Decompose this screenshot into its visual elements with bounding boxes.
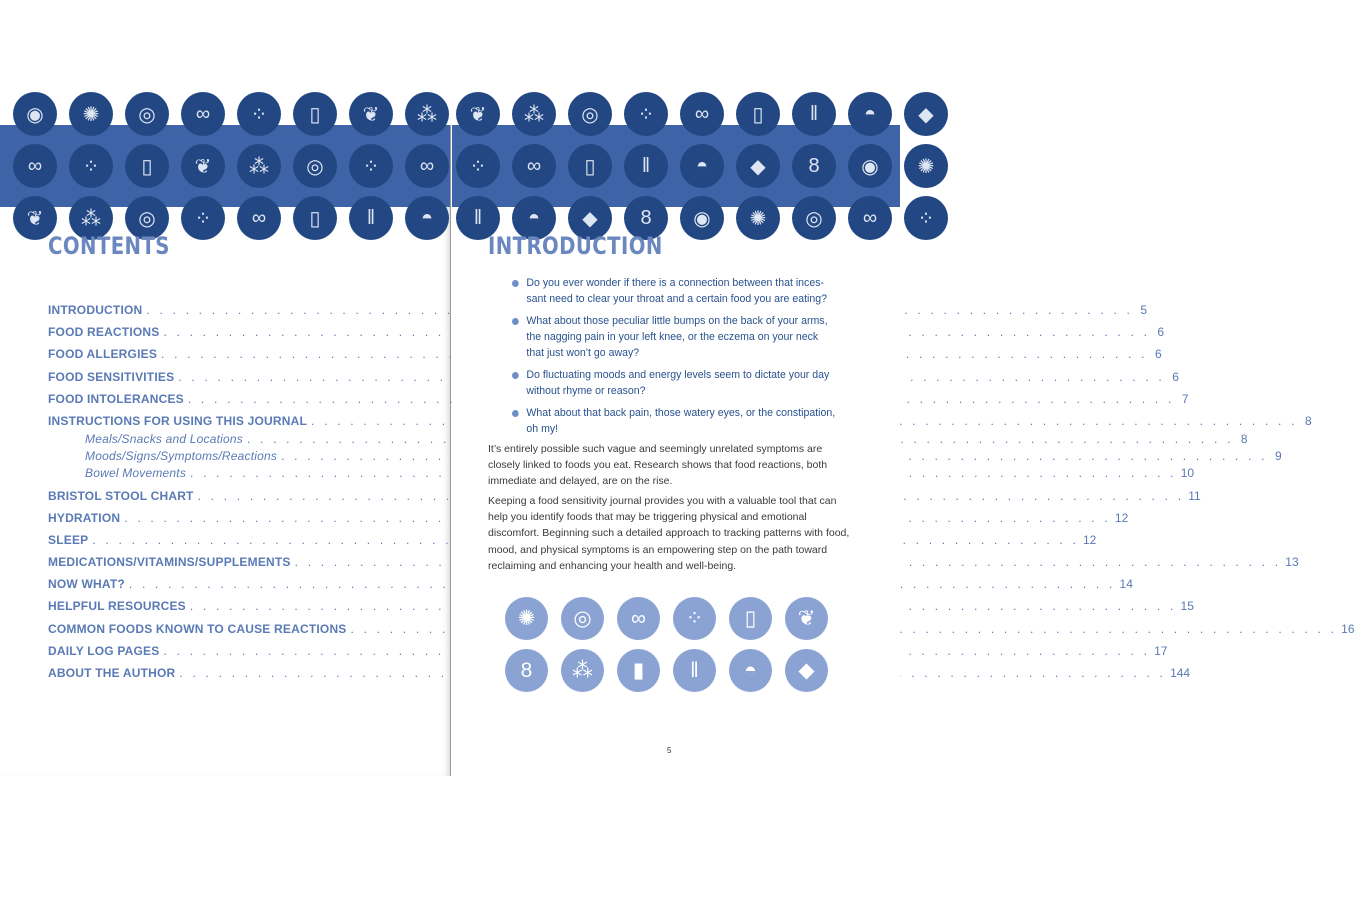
- crab-icon: [69, 92, 113, 136]
- toc-page-number: 11: [1188, 489, 1201, 503]
- celery-icon: [624, 144, 668, 188]
- peanut-icon: 8: [505, 649, 548, 692]
- glyph: ◆: [750, 155, 766, 178]
- bullet-dot-icon: [512, 318, 519, 325]
- peanut-icon: [792, 144, 836, 188]
- celery-icon: ǁ: [673, 649, 716, 692]
- toc-subentry: [48, 432, 1248, 450]
- celery-icon: [792, 92, 836, 136]
- toc-entry: [48, 392, 1189, 410]
- glyph: ◆: [918, 103, 934, 126]
- dairy-bottles-icon: ▮: [617, 649, 660, 692]
- soybeans-icon: [904, 196, 948, 240]
- glyph: ǁ: [366, 206, 376, 229]
- toc-label: FOOD ALLERGIES: [48, 347, 158, 361]
- toc-page-number: 8: [1240, 432, 1248, 446]
- toc-entry: [48, 325, 1165, 343]
- wheat-icon: ❦: [785, 597, 828, 640]
- bullet-text: What about that back pain, those watery eyes, or the constipation, oh my!: [526, 407, 836, 435]
- toc-subentry: [48, 449, 1282, 467]
- glyph: ∞: [862, 206, 878, 229]
- peanuts-icon: [680, 92, 724, 136]
- glyph: ⁘: [250, 103, 268, 126]
- toc-label: ABOUT THE AUTHOR: [48, 666, 176, 680]
- glyph: ⁘: [362, 155, 380, 178]
- toc-label: Meals/Snacks and Locations: [85, 432, 243, 446]
- beans-icon: [237, 144, 281, 188]
- bullet-text: Do you ever wonder if there is a connection between that inces-sant need to clear your throat and a certain food you are eating?: [526, 277, 827, 305]
- peanuts-icon: [237, 196, 281, 240]
- glyph: ∞: [27, 154, 43, 177]
- milk-icon: [293, 196, 337, 240]
- list-item: [512, 313, 838, 361]
- food-icon-banner-right: [452, 102, 935, 230]
- glyph: ⁘: [469, 155, 487, 178]
- shellfish-icon: [405, 196, 449, 240]
- glyph: ◓: [420, 206, 434, 229]
- toc-label: BRISTOL STOOL CHART: [48, 489, 194, 503]
- egg-icon: ◎: [561, 597, 604, 640]
- glyph: ✺: [917, 155, 935, 178]
- wheat-icon: [181, 144, 225, 188]
- glyph: ǁ: [473, 206, 483, 229]
- beans-icon: [405, 92, 449, 136]
- soybeans-icon: [456, 144, 500, 188]
- page-number: 5: [667, 746, 672, 755]
- shellfish-icon: [848, 92, 892, 136]
- glyph: ❦: [194, 155, 212, 178]
- wheat-icon: [349, 92, 393, 136]
- nut-icon: [680, 196, 724, 240]
- glyph: ∞: [195, 102, 211, 125]
- toc-entry: [48, 644, 1168, 662]
- toc-label: INSTRUCTIONS FOR USING THIS JOURNAL: [48, 414, 308, 428]
- toc-entry: [48, 489, 1201, 507]
- peanuts-icon: [848, 196, 892, 240]
- crab-icon: [736, 196, 780, 240]
- toc-page-number: 6: [1172, 370, 1179, 384]
- glyph: ∞: [251, 206, 267, 229]
- beans-icon: ⁂: [561, 649, 604, 692]
- toc-page-number: 6: [1154, 347, 1162, 361]
- crab-icon: [904, 144, 948, 188]
- list-item: [512, 367, 838, 399]
- shellfish-icon: ◓: [729, 649, 772, 692]
- glyph: ◎: [306, 155, 324, 178]
- soybeans-icon: [237, 92, 281, 136]
- bullet-text: Do fluctuating moods and energy levels seem to dictate your day without rhyme or reason?: [526, 369, 830, 397]
- toc-page-number: 10: [1180, 466, 1195, 480]
- toc-label: INTRODUCTION: [48, 303, 143, 317]
- glyph: ∞: [526, 154, 542, 177]
- egg-icon: [125, 92, 169, 136]
- glyph: ⁂: [417, 103, 437, 126]
- toc-entry: [48, 511, 1129, 529]
- introduction-title: INTRODUCTION: [488, 232, 663, 260]
- glyph: 8: [640, 206, 652, 229]
- glyph: ǁ: [809, 102, 819, 125]
- milk-icon: [736, 92, 780, 136]
- glyph: ⁘: [917, 207, 935, 230]
- soybeans-icon: [69, 144, 113, 188]
- book-spread: [0, 102, 1355, 776]
- glyph: ⁂: [81, 207, 101, 230]
- milk-icon: [568, 144, 612, 188]
- peanuts-icon: ∞: [617, 597, 660, 640]
- toc-entry: [48, 622, 1355, 640]
- introduction-page: [452, 102, 935, 776]
- glyph: ❦: [26, 207, 44, 230]
- question-list: [512, 275, 852, 443]
- toc-label: HYDRATION: [48, 511, 121, 525]
- glyph: ∞: [419, 154, 435, 177]
- glyph: ⁘: [82, 155, 100, 178]
- toc-page-number: 12: [1114, 511, 1129, 525]
- glyph: ◓: [527, 206, 541, 229]
- toc-entry: [48, 347, 1162, 365]
- toc-page-number: 15: [1180, 599, 1194, 613]
- intro-paragraph-2: Keeping a food sensitivity journal provides you with a valuable tool that can help you identify foods that may be triggering physical and emotional discomfort. Beginning such a detailed approach to tracking patterns with food, mood, and physical symptoms is an empowering step on the path toward reclaiming and enhancing your health and well-being.: [488, 495, 850, 572]
- nut-icon: [13, 92, 57, 136]
- peanuts-icon: [13, 144, 57, 188]
- shellfish-icon: [680, 144, 724, 188]
- glyph: ◉: [861, 155, 879, 178]
- glyph: ▯: [141, 155, 153, 178]
- egg-icon: [293, 144, 337, 188]
- glyph: ◎: [805, 207, 823, 230]
- bullet-text: What about those peculiar little bumps on the back of your arms, the nagging pain in your left knee, or the eczema on your neck that just won’t go away?: [526, 315, 828, 359]
- glyph: ▯: [584, 155, 596, 178]
- toc-page-number: 6: [1157, 325, 1165, 339]
- toc-entry: [48, 666, 1191, 684]
- soybeans-icon: ⁘: [673, 597, 716, 640]
- toc-page-number: 8: [1304, 414, 1312, 428]
- glyph: ǁ: [641, 154, 651, 177]
- toc-subentry: [48, 466, 1195, 484]
- milk-icon: ▯: [729, 597, 772, 640]
- milk-icon: [125, 144, 169, 188]
- glyph: ⁘: [194, 207, 212, 230]
- peanuts-icon: [405, 144, 449, 188]
- crab-icon: ✺: [505, 597, 548, 640]
- toc-page-number: 17: [1154, 644, 1168, 658]
- glyph: ▯: [309, 103, 321, 126]
- toc-label: COMMON FOODS KNOWN TO CAUSE REACTIONS: [48, 622, 347, 636]
- toc-page-number: 144: [1170, 666, 1191, 680]
- egg-icon: [568, 92, 612, 136]
- toc-page-number: 7: [1181, 392, 1189, 406]
- glyph: ◉: [693, 207, 711, 230]
- glyph: ◎: [581, 103, 599, 126]
- glyph: ◓: [695, 154, 709, 177]
- toc-label: DAILY LOG PAGES: [48, 644, 160, 658]
- toc-entry: [48, 533, 1097, 551]
- toc-page-number: 5: [1140, 303, 1148, 317]
- fish-icon: ◆: [785, 649, 828, 692]
- toc-label: Moods/Signs/Symptoms/Reactions: [85, 449, 278, 463]
- toc-entry: [48, 599, 1194, 617]
- peanuts-icon: [181, 92, 225, 136]
- toc-label: FOOD SENSITIVITIES: [48, 370, 175, 384]
- toc-label: Bowel Movements: [85, 466, 187, 480]
- glyph: ⁂: [524, 103, 544, 126]
- glyph: ⁂: [249, 155, 269, 178]
- glyph: ◉: [26, 103, 44, 126]
- egg-icon: [792, 196, 836, 240]
- glyph: ▯: [752, 103, 764, 126]
- glyph: ❦: [469, 103, 487, 126]
- bullet-dot-icon: [512, 280, 519, 287]
- fish-icon: [736, 144, 780, 188]
- glyph: ▯: [309, 207, 321, 230]
- contents-title: CONTENTS: [48, 232, 170, 260]
- toc-page-number: 12: [1083, 533, 1097, 547]
- toc-page-number: 14: [1119, 577, 1133, 591]
- bullet-dot-icon: [512, 410, 519, 417]
- peanuts-icon: [512, 144, 556, 188]
- toc-page-number: 9: [1275, 449, 1282, 463]
- toc-label: SLEEP: [48, 533, 89, 547]
- glyph: ◆: [582, 207, 598, 230]
- fish-icon: [904, 92, 948, 136]
- toc-page-number: 13: [1285, 555, 1299, 569]
- list-item: [512, 275, 838, 307]
- toc-label: MEDICATIONS/VITAMINS/SUPPLEMENTS: [48, 555, 291, 569]
- glyph: ◓: [863, 102, 877, 125]
- toc-entry: [48, 555, 1299, 573]
- toc-label: FOOD INTOLERANCES: [48, 392, 184, 406]
- toc-label: HELPFUL RESOURCES: [48, 599, 186, 613]
- glyph: ◎: [138, 207, 156, 230]
- nut-icon: [848, 144, 892, 188]
- soybeans-icon: [624, 92, 668, 136]
- intro-paragraph-1: It’s entirely possible such vague and seemingly unrelated symptoms are closely linked to foods you eat. Research shows that food reactions, both immediate and delayed, are on the rise.: [488, 443, 828, 488]
- glyph: ∞: [694, 102, 710, 125]
- soybeans-icon: [349, 144, 393, 188]
- celery-icon: [349, 196, 393, 240]
- milk-icon: [293, 92, 337, 136]
- toc-label: FOOD REACTIONS: [48, 325, 160, 339]
- toc-entry: [48, 303, 1148, 321]
- glyph: ⁘: [637, 103, 655, 126]
- toc-page-number: 16: [1341, 622, 1355, 636]
- glyph: ✺: [82, 103, 100, 126]
- glyph: ◎: [138, 103, 156, 126]
- glyph: 8: [808, 154, 820, 177]
- wheat-icon: [456, 92, 500, 136]
- toc-entry: [48, 577, 1133, 595]
- bullet-dot-icon: [512, 372, 519, 379]
- soybeans-icon: [181, 196, 225, 240]
- list-item: [512, 405, 838, 437]
- toc-label: NOW WHAT?: [48, 577, 125, 591]
- glyph: ✺: [749, 207, 767, 230]
- glyph: ❦: [362, 103, 380, 126]
- food-icon-banner-left: [0, 102, 450, 230]
- beans-icon: [512, 92, 556, 136]
